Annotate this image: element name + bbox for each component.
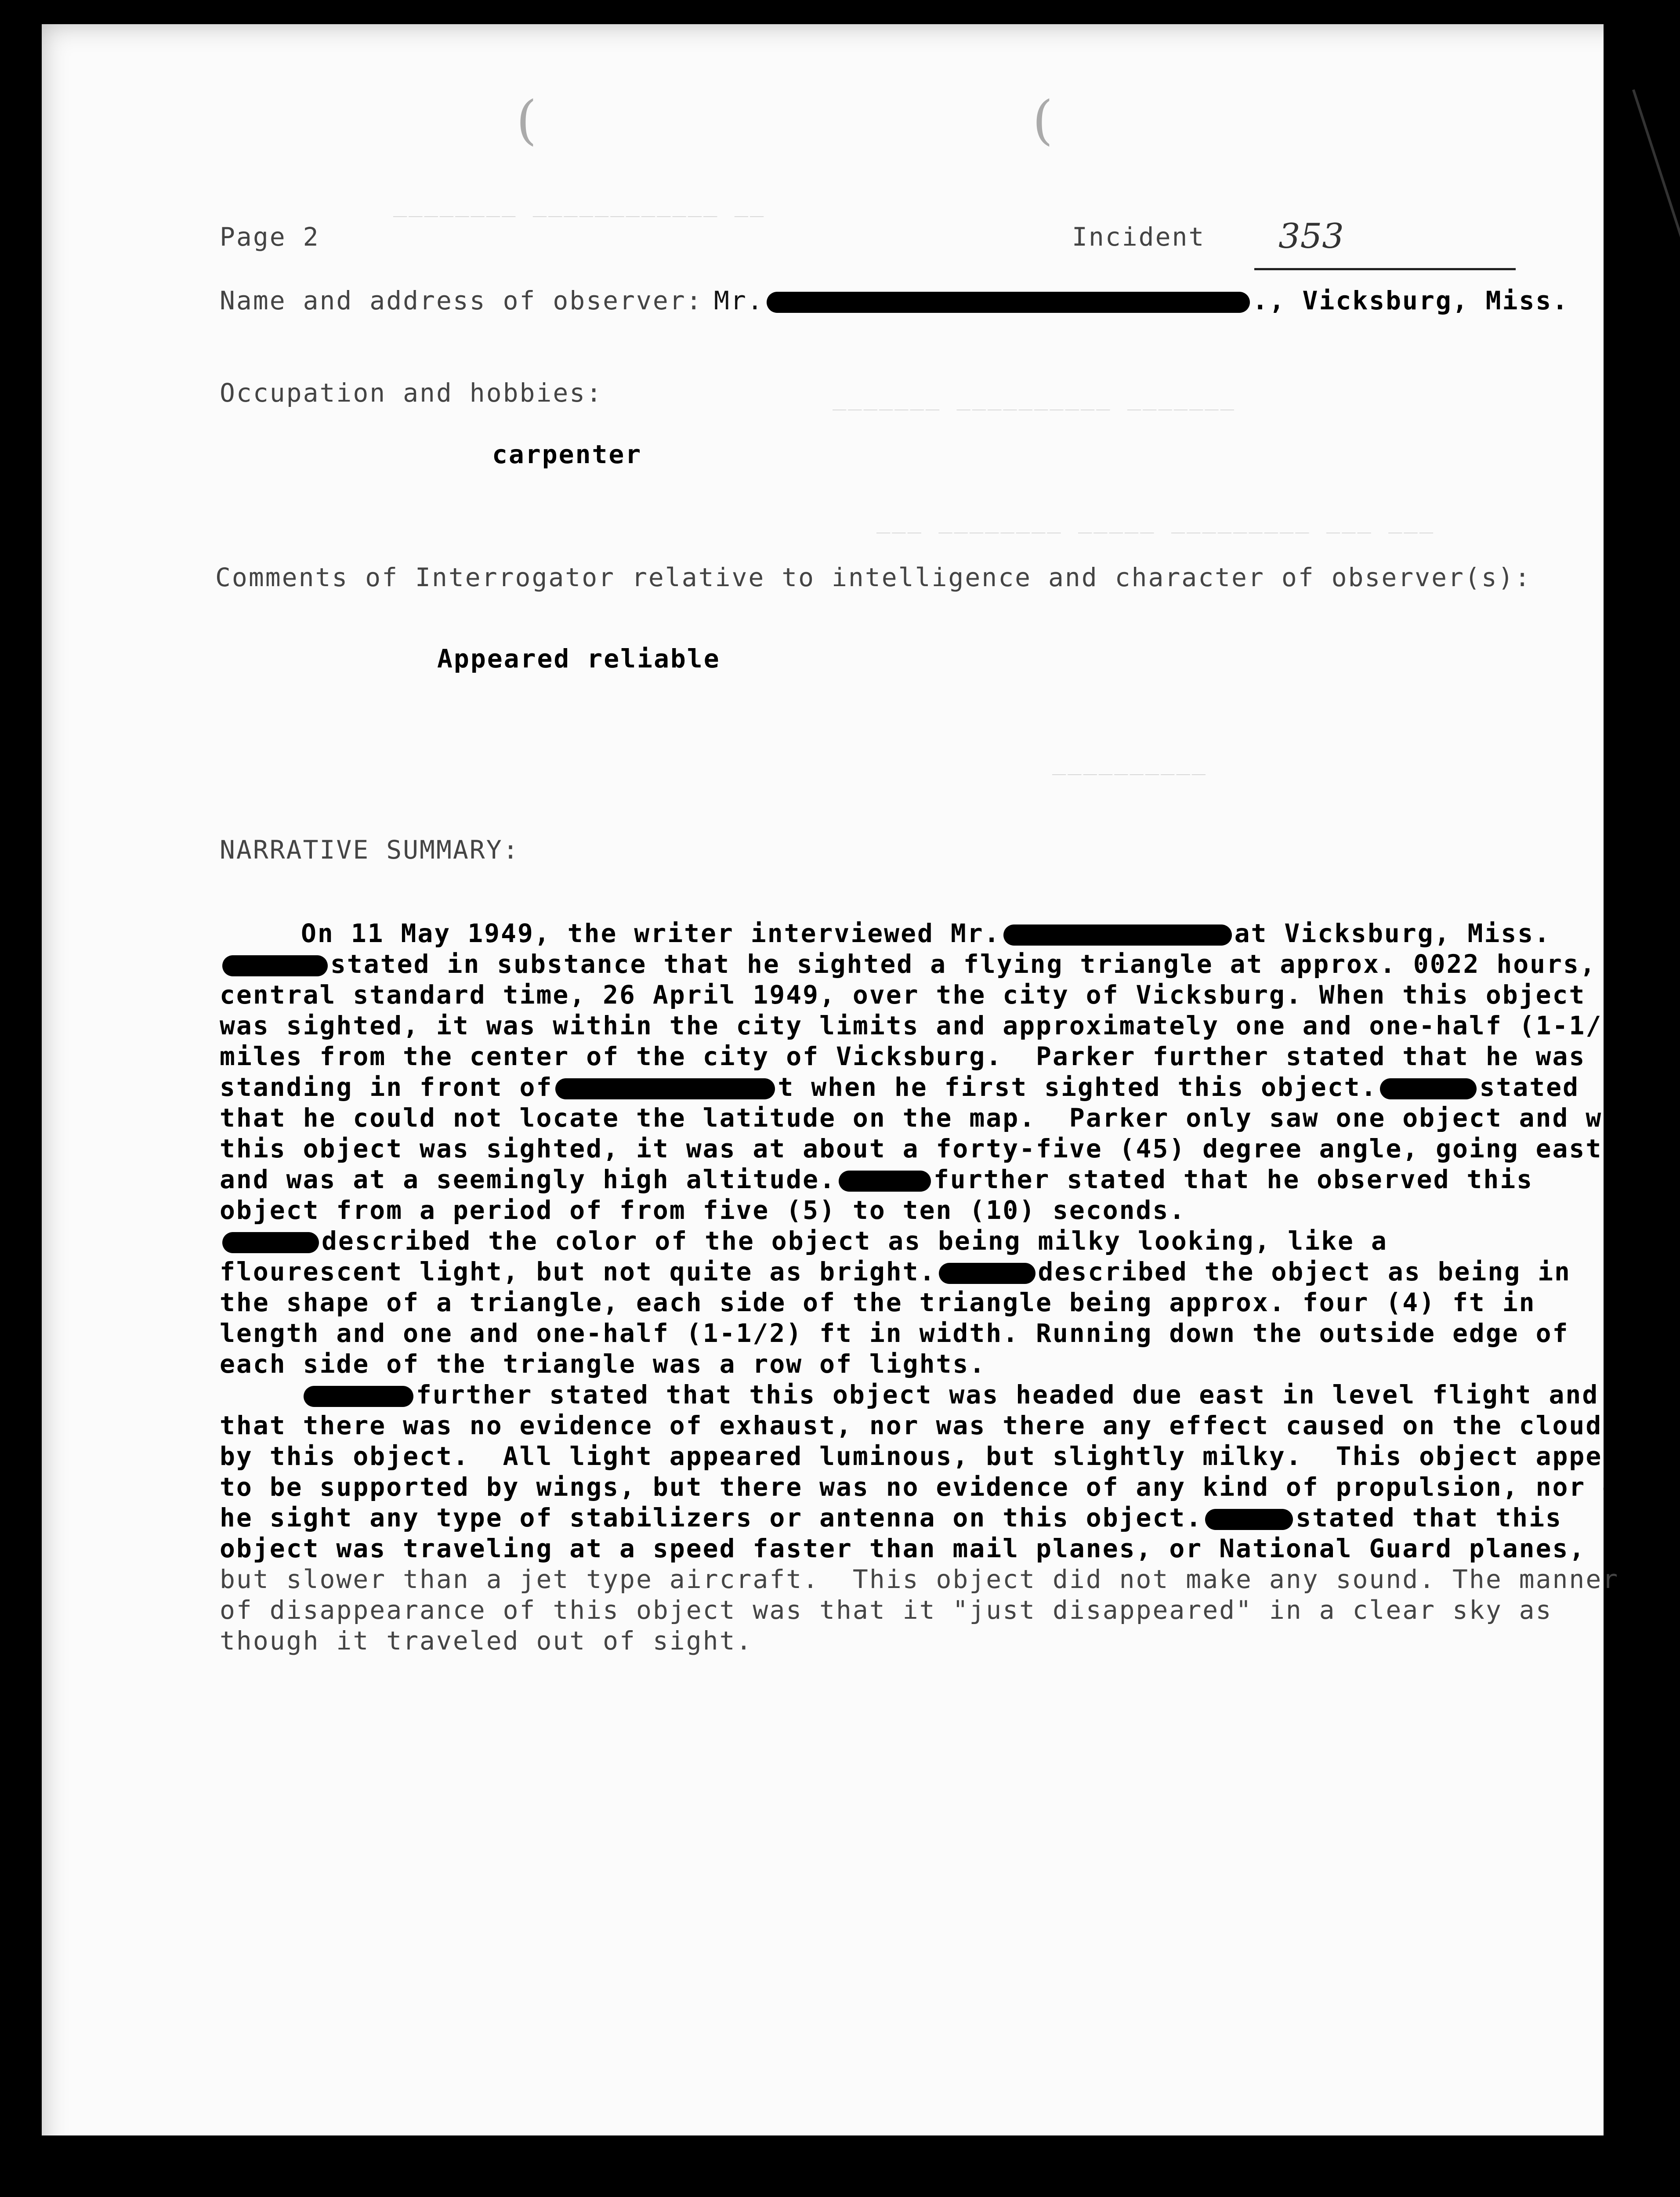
narrative-line: that there was no evidence of exhaust, nor was there any effect caused on the clouds (220, 1410, 1619, 1440)
redaction (222, 1232, 319, 1253)
narrative-line: the shape of a triangle, each side of the triangle being approx. four (4) ft in (220, 1287, 1536, 1317)
narrative-line: further stated that this object was headed due east in level flight and (301, 1380, 1599, 1410)
redaction (222, 955, 328, 976)
narrative-line: he sight any type of stabilizers or antenna on this object. stated that this (220, 1503, 1562, 1533)
narrative-line: that he could not locate the latitude on the map. Parker only saw one object and when (220, 1103, 1653, 1133)
narrative-line: and was at a seemingly high altitude. further stated that he observed this (220, 1164, 1534, 1194)
occupation-label: Occupation and hobbies: (220, 378, 603, 408)
narrative-line: miles from the center of the city of Vicksburg. Parker further stated that he was (220, 1041, 1586, 1071)
narrative-line: by this object. All light appeared luminous, but slightly milky. This object appeared (220, 1441, 1669, 1471)
page-label: Page 2 (220, 222, 320, 252)
comments-label: Comments of Interrogator relative to intelligence and character of observer(s): (215, 562, 1532, 592)
bleed-through-text: ________ ____________ __ (393, 191, 766, 218)
redaction (1003, 924, 1232, 946)
occupation-value: carpenter (492, 439, 642, 469)
document-page (42, 24, 1669, 2186)
narrative-line: central standard time, 26 April 1949, over the city of Vicksburg. When this object (220, 980, 1586, 1010)
narrative-line: standing in front of t when he first sighted this object. stated (220, 1072, 1579, 1102)
narrative-line: to be supported by wings, but there was no evidence of any kind of propulsion, nor did (220, 1472, 1653, 1502)
redaction (1380, 1078, 1477, 1099)
redaction (1205, 1509, 1293, 1530)
incident-number: 353 (1278, 217, 1344, 256)
observer-prefix: Mr. (714, 286, 764, 315)
scan-artifact: ( (516, 90, 537, 151)
page-bottom-shadow (42, 2135, 1641, 2186)
narrative-line: length and one and one-half (1-1/2) ft in width. Running down the outside edge of (220, 1318, 1569, 1348)
bleed-through-text: _______ __________ _______ (833, 384, 1236, 411)
bleed-through-text: ___ ________ _____ _________ ___ ___ (876, 508, 1435, 534)
redaction (839, 1171, 931, 1192)
redaction (939, 1263, 1036, 1284)
scan-artifact: ( (1032, 90, 1053, 151)
narrative-heading: NARRATIVE SUMMARY: (220, 835, 520, 865)
redaction (304, 1386, 413, 1407)
narrative-line: each side of the triangle was a row of lights. (220, 1349, 986, 1379)
narrative-line: but slower than a jet type aircraft. This object did not make any sound. The manner (220, 1564, 1619, 1594)
narrative-line: of disappearance of this object was that it "just disappeared" in a clear sky as (220, 1595, 1553, 1625)
narrative-line: object was traveling at a speed faster than mail planes, or National Guard planes, (220, 1534, 1586, 1563)
comments-value: Appeared reliable (437, 644, 721, 674)
narrative-line: stated in substance that he sighted a flying triangle at approx. 0022 hours, (220, 949, 1597, 979)
narrative-line: though it traveled out of sight. (220, 1626, 753, 1656)
incident-label: Incident (1072, 222, 1206, 252)
narrative-line: On 11 May 1949, the writer interviewed Mr. at Vicksburg, Miss. (301, 918, 1551, 948)
narrative-line: this object was sighted, it was at about a forty-five (45) degree angle, going east, (220, 1134, 1619, 1164)
bleed-through-text: __________ (1052, 749, 1208, 776)
incident-underline (1254, 268, 1516, 270)
narrative-line: object from a period of from five (5) to ten (10) seconds. (220, 1195, 1186, 1225)
narrative-line: was sighted, it was within the city limits and approximately one and one-half (1-1/2) (220, 1011, 1636, 1040)
narrative-line: described the color of the object as being milky looking, like a (220, 1226, 1388, 1256)
redaction (767, 292, 1250, 313)
observer-suffix: ., Vicksburg, Miss. (1252, 286, 1569, 315)
observer-value (714, 286, 1569, 315)
observer-label: Name and address of observer: (220, 286, 703, 315)
narrative-line: flourescent light, but not quite as bright. described the object as being in (220, 1257, 1571, 1287)
redaction (555, 1078, 775, 1099)
